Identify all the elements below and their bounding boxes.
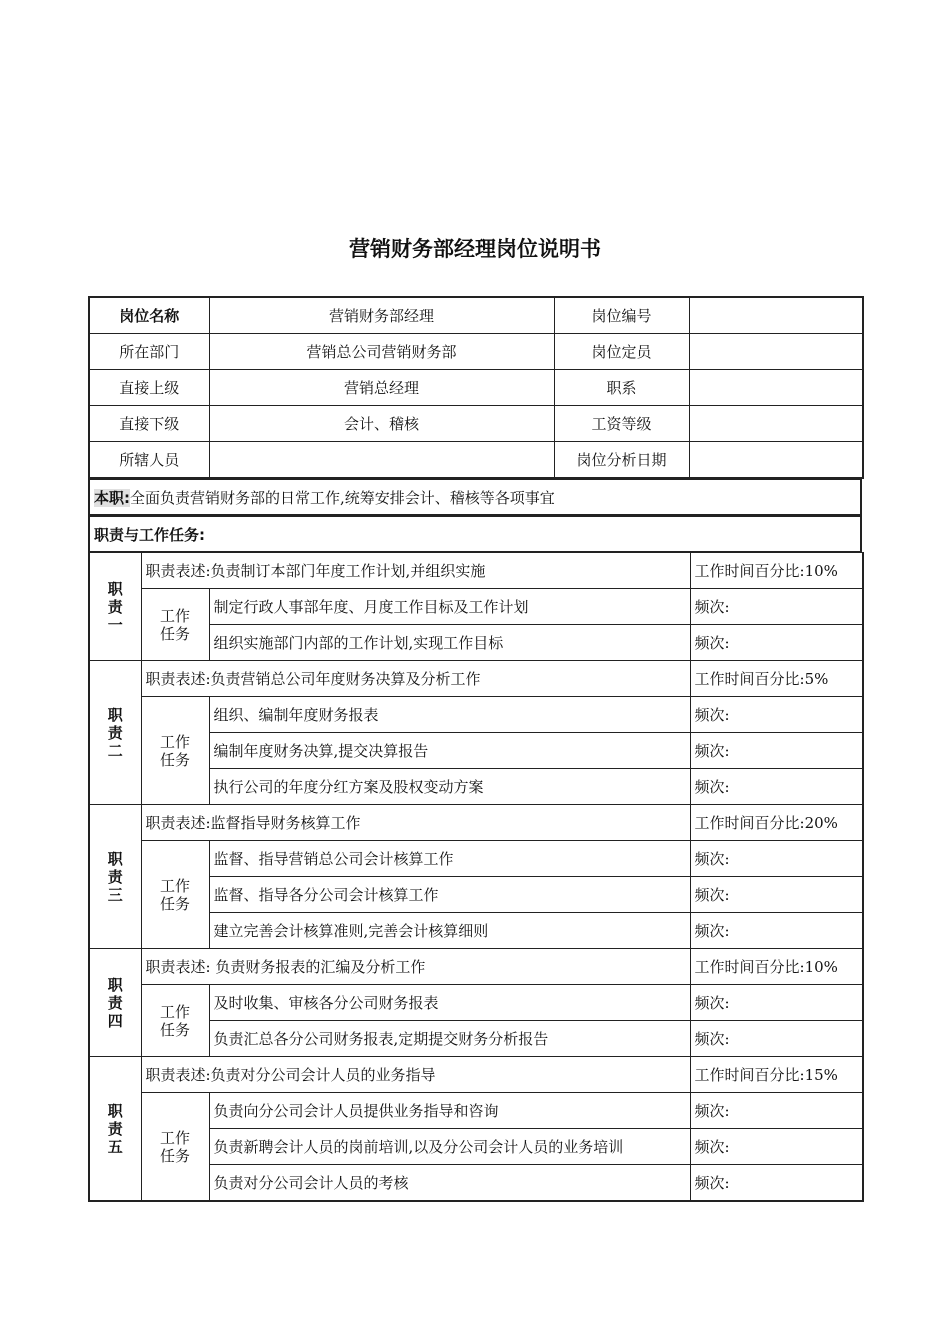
task-label [141,697,209,805]
job-family-value [689,370,863,406]
subordinate-value: 会计、稽核 [209,406,554,442]
position-name-value: 营销财务部经理 [209,297,554,334]
task-row [89,1093,863,1129]
duty-time-percentage: 工作时间百分比:5% [690,661,863,697]
duty-row [89,661,863,697]
task-frequency: 频次: [690,697,863,733]
task-label-line: 工作 [159,606,190,625]
duty-row [89,553,863,589]
position-number-value [689,297,863,334]
page-title: 营销财务部经理岗位说明书 [349,237,601,261]
info-row [89,370,863,406]
staff-label: 所辖人员 [89,442,209,479]
task-text: 负责汇总各分公司财务报表,定期提交财务分析报告 [209,1021,690,1057]
task-frequency: 频次: [690,1093,863,1129]
task-text: 负责对分公司会计人员的考核 [209,1165,690,1202]
benzhi-label: 本职: [94,488,130,507]
task-frequency: 频次: [690,1021,863,1057]
superior-label: 直接上级 [89,370,209,406]
task-label-line: 任务 [159,750,190,769]
duty-label-char: 职 [107,975,123,994]
salary-grade-label: 工资等级 [554,406,689,442]
duties-table [88,552,864,1202]
duty-time-percentage: 工作时间百分比:10% [690,949,863,985]
task-frequency: 频次: [690,841,863,877]
duty-label-char: 责 [107,597,123,616]
duty-label [89,661,141,805]
task-frequency: 频次: [690,1129,863,1165]
task-row [89,985,863,1021]
headcount-label: 岗位定员 [554,334,689,370]
task-frequency: 频次: [690,985,863,1021]
task-label-line: 工作 [159,1128,190,1147]
info-row [89,442,863,479]
duty-time-percentage: 工作时间百分比:20% [690,805,863,841]
basic-info-table [88,296,864,479]
task-frequency: 频次: [690,877,863,913]
duty-description: 职责表述:负责对分公司会计人员的业务指导 [141,1057,690,1093]
task-frequency: 频次: [690,733,863,769]
superior-value: 营销总经理 [209,370,554,406]
task-text: 编制年度财务决算,提交决算报告 [209,733,690,769]
duty-label-char: 五 [107,1137,123,1156]
duty-row [89,805,863,841]
task-row [89,697,863,733]
duty-description: 职责表述:监督指导财务核算工作 [141,805,690,841]
task-label-line: 任务 [159,1146,190,1165]
duty-label [89,805,141,949]
duty-label-char: 责 [107,723,123,742]
duty-time-percentage: 工作时间百分比:10% [690,553,863,589]
task-text: 及时收集、审核各分公司财务报表 [209,985,690,1021]
job-family-label: 职系 [554,370,689,406]
task-row [89,589,863,625]
duty-label-char: 二 [107,741,123,760]
task-text: 监督、指导营销总公司会计核算工作 [209,841,690,877]
duty-row [89,949,863,985]
duties-header-table [88,516,862,552]
headcount-value [689,334,863,370]
task-label-line: 任务 [159,624,190,643]
task-label-line: 任务 [159,1020,190,1039]
duty-label-char: 责 [107,993,123,1012]
duty-label-char: 一 [107,615,123,634]
task-row [89,841,863,877]
task-label-line: 工作 [159,876,190,895]
duty-label-char: 职 [107,705,123,724]
analysis-date-value [689,442,863,479]
duty-label-char: 四 [107,1011,123,1030]
benzhi-row [89,480,861,516]
duty-label [89,1057,141,1202]
department-value: 营销总公司营销财务部 [209,334,554,370]
salary-grade-value [689,406,863,442]
task-text: 负责向分公司会计人员提供业务指导和咨询 [209,1093,690,1129]
duties-header: 职责与工作任务: [89,517,861,552]
duty-label-char: 职 [107,1101,123,1120]
job-description-form [88,296,862,1200]
duty-label [89,949,141,1057]
task-label [141,589,209,661]
duty-label-char: 职 [107,849,123,868]
duty-label-char: 职 [107,579,123,598]
duty-description: 职责表述:负责营销总公司年度财务决算及分析工作 [141,661,690,697]
task-frequency: 频次: [690,625,863,661]
task-frequency: 频次: [690,913,863,949]
duty-time-percentage: 工作时间百分比:15% [690,1057,863,1093]
task-label-line: 工作 [159,1002,190,1021]
info-row [89,334,863,370]
task-frequency: 频次: [690,1165,863,1202]
analysis-date-label: 岗位分析日期 [554,442,689,479]
info-row [89,297,863,334]
position-name-label: 岗位名称 [89,297,209,334]
subordinate-label: 直接下级 [89,406,209,442]
duty-label-char: 责 [107,1119,123,1138]
task-label-line: 工作 [159,732,190,751]
task-label [141,841,209,949]
duty-label [89,553,141,661]
task-text: 监督、指导各分公司会计核算工作 [209,877,690,913]
task-text: 组织实施部门内部的工作计划,实现工作目标 [209,625,690,661]
duty-description: 职责表述: 负责财务报表的汇编及分析工作 [141,949,690,985]
task-text: 制定行政人事部年度、月度工作目标及工作计划 [209,589,690,625]
task-text: 执行公司的年度分红方案及股权变动方案 [209,769,690,805]
duty-label-char: 三 [107,885,123,904]
duty-row [89,1057,863,1093]
benzhi-text: 全面负责营销财务部的日常工作,统筹安排会计、稽核等各项事宜 [130,488,555,507]
task-frequency: 频次: [690,589,863,625]
task-text: 组织、编制年度财务报表 [209,697,690,733]
task-label [141,985,209,1057]
task-label [141,1093,209,1202]
duty-label-char: 责 [107,867,123,886]
staff-value [209,442,554,479]
duty-description: 职责表述:负责制订本部门年度工作计划,并组织实施 [141,553,690,589]
department-label: 所在部门 [89,334,209,370]
task-frequency: 频次: [690,769,863,805]
info-row [89,406,863,442]
task-text: 建立完善会计核算准则,完善会计核算细则 [209,913,690,949]
task-label-line: 任务 [159,894,190,913]
benzhi-table [88,479,862,516]
position-number-label: 岗位编号 [554,297,689,334]
task-text: 负责新聘会计人员的岗前培训,以及分公司会计人员的业务培训 [209,1129,690,1165]
